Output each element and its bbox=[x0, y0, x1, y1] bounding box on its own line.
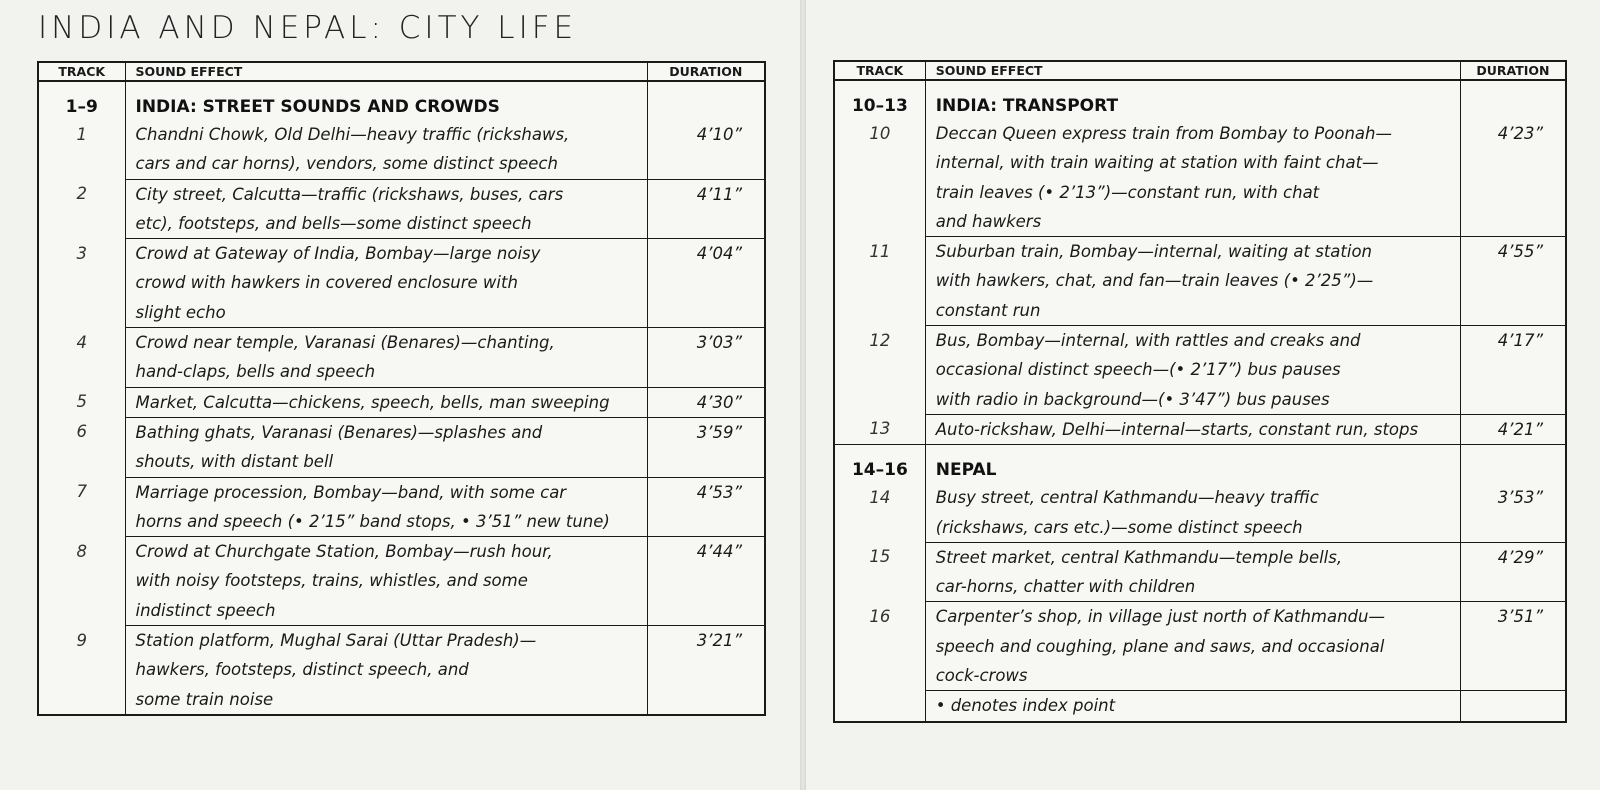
description-line: Chandni Chowk, Old Delhi—heavy traffic (rickshaws, bbox=[135, 125, 570, 144]
track-row bbox=[834, 237, 1566, 326]
page-title: INDIA AND NEPAL: CITY LIFE bbox=[38, 10, 578, 46]
track-row bbox=[38, 537, 765, 626]
description-line: Busy street, central Kathmandu—heavy traffic bbox=[935, 488, 1319, 508]
description-line: constant run bbox=[935, 300, 1041, 320]
section-range: 1–9 bbox=[38, 81, 125, 120]
table-header bbox=[38, 62, 765, 81]
track-duration: 4’29” bbox=[1460, 542, 1566, 602]
track-row bbox=[38, 626, 765, 715]
track-description bbox=[125, 120, 647, 179]
track-number: 13 bbox=[834, 414, 925, 444]
track-number: 11 bbox=[834, 237, 925, 326]
track-description bbox=[925, 237, 1460, 326]
track-row bbox=[38, 477, 765, 537]
track-row bbox=[834, 414, 1566, 444]
description-line: Station platform, Mughal Sarai (Uttar Pradesh)— bbox=[135, 631, 537, 651]
description-line: Bathing ghats, Varanasi (Benares)—splashes and bbox=[135, 422, 543, 442]
track-number: 12 bbox=[834, 326, 925, 415]
track-row bbox=[834, 326, 1566, 415]
header-sound-effect: SOUND EFFECT bbox=[125, 62, 647, 81]
track-duration: 4’30” bbox=[647, 387, 765, 417]
description-line: Suburban train, Bombay—internal, waiting at station bbox=[935, 242, 1373, 262]
table-header bbox=[834, 61, 1566, 80]
section-name: INDIA: TRANSPORT bbox=[925, 80, 1460, 119]
track-duration: 4’11” bbox=[647, 179, 765, 239]
section-row bbox=[834, 445, 1566, 484]
track-duration: 4’44” bbox=[647, 537, 765, 626]
track-duration: 4’21” bbox=[1460, 414, 1566, 444]
description-line: Bus, Bombay—internal, with rattles and creaks and bbox=[935, 331, 1361, 351]
track-row bbox=[38, 417, 765, 477]
right-page bbox=[806, 0, 1600, 790]
track-description bbox=[925, 119, 1460, 237]
description-line: Street market, central Kathmandu—temple bells, bbox=[935, 547, 1343, 567]
track-number: 1 bbox=[38, 120, 125, 179]
track-description bbox=[125, 328, 647, 388]
note-track-blank bbox=[834, 691, 925, 722]
index-point-note bbox=[925, 691, 1460, 722]
description-line: Crowd near temple, Varanasi (Benares)—chanting, bbox=[135, 333, 555, 353]
description-line: with radio in background—(• 3’47”) bus pauses bbox=[935, 389, 1330, 409]
description-line: internal, with train waiting at station with faint chat— bbox=[935, 153, 1379, 173]
description-line: speech and coughing, plane and saws, and occasional bbox=[935, 636, 1385, 656]
track-description bbox=[125, 387, 647, 417]
track-description bbox=[125, 417, 647, 477]
section-duration-blank bbox=[1460, 445, 1566, 484]
track-number: 7 bbox=[38, 477, 125, 537]
track-row bbox=[834, 483, 1566, 542]
header-track: TRACK bbox=[38, 62, 125, 81]
track-description bbox=[925, 326, 1460, 415]
section-row bbox=[38, 81, 765, 120]
track-duration: 4’04” bbox=[647, 239, 765, 328]
description-line: with hawkers, chat, and fan—train leaves (• 2’25”)— bbox=[935, 271, 1374, 291]
section-name: INDIA: STREET SOUNDS AND CROWDS bbox=[125, 81, 647, 120]
track-duration: 4’17” bbox=[1460, 326, 1566, 415]
description-line: slight echo bbox=[135, 302, 226, 322]
header-sound-effect: SOUND EFFECT bbox=[925, 61, 1460, 80]
track-description bbox=[925, 542, 1460, 602]
description-line: cock-crows bbox=[935, 666, 1028, 686]
description-line: occasional distinct speech—(• 2’17”) bus pauses bbox=[935, 360, 1341, 380]
description-line: crowd with hawkers in covered enclosure with bbox=[135, 273, 518, 293]
track-number: 10 bbox=[834, 119, 925, 237]
header-track: TRACK bbox=[834, 61, 925, 80]
section-range: 10–13 bbox=[834, 80, 925, 119]
track-description bbox=[925, 483, 1460, 542]
description-line: Market, Calcutta—chickens, speech, bells, man sweeping bbox=[135, 392, 610, 412]
track-row bbox=[834, 602, 1566, 691]
track-number: 6 bbox=[38, 417, 125, 477]
description-line: indistinct speech bbox=[135, 600, 276, 620]
description-line: City street, Calcutta—traffic (rickshaws, buses, cars bbox=[135, 184, 564, 204]
description-line: train leaves (• 2’13”)—constant run, with chat bbox=[935, 182, 1320, 202]
track-table-left bbox=[37, 61, 766, 716]
track-number: 2 bbox=[38, 179, 125, 239]
track-description bbox=[125, 179, 647, 239]
note-row bbox=[834, 691, 1566, 722]
track-duration: 3’51” bbox=[1460, 602, 1566, 691]
track-row bbox=[38, 328, 765, 388]
track-duration: 4’10” bbox=[696, 125, 742, 144]
track-number: 8 bbox=[38, 537, 125, 626]
section-row bbox=[834, 80, 1566, 119]
description-line: Carpenter’s shop, in village just north of Kathmandu— bbox=[935, 607, 1385, 627]
track-number: 5 bbox=[38, 387, 125, 417]
track-number: 15 bbox=[834, 542, 925, 602]
section-name: NEPAL bbox=[925, 445, 1460, 484]
track-description bbox=[125, 537, 647, 626]
description-line: horns and speech (• 2’15” band stops, • 3’51” new tune) bbox=[135, 511, 610, 531]
description-line: hawkers, footsteps, distinct speech, and bbox=[135, 660, 469, 680]
description-line: hand-claps, bells and speech bbox=[135, 362, 376, 382]
track-table-right bbox=[833, 60, 1567, 723]
header-duration: DURATION bbox=[647, 62, 765, 81]
section-duration-blank bbox=[1460, 80, 1566, 119]
track-duration: 3’03” bbox=[647, 328, 765, 388]
track-number: 16 bbox=[834, 602, 925, 691]
description-line: Auto-rickshaw, Delhi—internal—starts, constant run, stops bbox=[935, 419, 1419, 439]
track-duration: 4’23” bbox=[1497, 124, 1543, 143]
description-line: Marriage procession, Bombay—band, with some car bbox=[135, 482, 567, 502]
track-number: 3 bbox=[38, 239, 125, 328]
track-description bbox=[125, 239, 647, 328]
track-duration: 4’53” bbox=[647, 477, 765, 537]
track-row bbox=[38, 387, 765, 417]
track-description bbox=[925, 414, 1460, 444]
description-line: Deccan Queen express train from Bombay to Poonah— bbox=[935, 124, 1392, 143]
description-line: cars and car horns), vendors, some distinct speech bbox=[135, 154, 558, 174]
track-row bbox=[38, 179, 765, 239]
track-duration: 3’53” bbox=[1497, 488, 1543, 508]
note-text: • denotes index point bbox=[935, 696, 1116, 716]
description-line: with noisy footsteps, trains, whistles, and some bbox=[135, 571, 528, 591]
description-line: Crowd at Churchgate Station, Bombay—rush hour, bbox=[135, 542, 553, 562]
note-duration-blank bbox=[1460, 691, 1566, 722]
track-number: 9 bbox=[38, 626, 125, 715]
description-line: car-horns, chatter with children bbox=[935, 577, 1196, 597]
description-line: (rickshaws, cars etc.)—some distinct speech bbox=[935, 517, 1303, 537]
track-row bbox=[38, 120, 765, 179]
section-duration-blank bbox=[647, 81, 765, 120]
track-duration: 3’59” bbox=[647, 417, 765, 477]
track-duration: 3’21” bbox=[647, 626, 765, 715]
description-line: and hawkers bbox=[935, 211, 1042, 231]
track-description bbox=[125, 626, 647, 715]
description-line: shouts, with distant bell bbox=[135, 452, 334, 472]
section-range: 14–16 bbox=[834, 445, 925, 484]
track-description bbox=[925, 602, 1460, 691]
track-row bbox=[834, 119, 1566, 237]
track-row bbox=[834, 542, 1566, 602]
track-row bbox=[38, 239, 765, 328]
description-line: Crowd at Gateway of India, Bombay—large noisy bbox=[135, 244, 541, 264]
track-duration: 4’55” bbox=[1460, 237, 1566, 326]
description-line: etc), footsteps, and bells—some distinct speech bbox=[135, 213, 532, 233]
description-line: some train noise bbox=[135, 689, 274, 709]
track-number: 14 bbox=[834, 483, 925, 542]
header-duration: DURATION bbox=[1460, 61, 1566, 80]
track-number: 4 bbox=[38, 328, 125, 388]
track-description bbox=[125, 477, 647, 537]
